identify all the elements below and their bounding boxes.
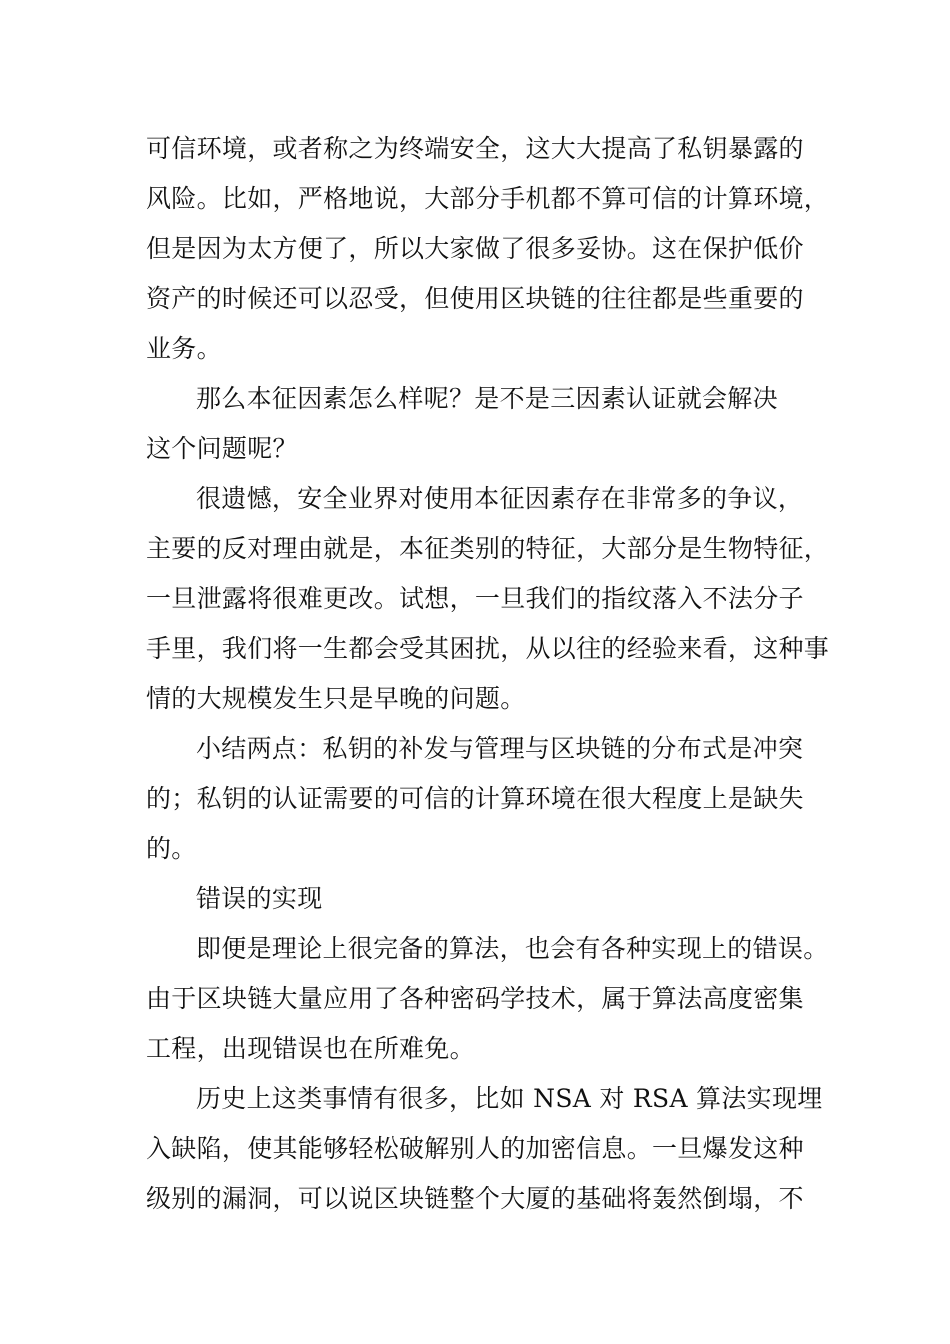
text-line: 一旦泄露将很难更改。试想，一旦我们的指纹落入不法分子 xyxy=(146,584,804,613)
section-heading: 错误的实现 xyxy=(196,884,323,913)
text-line: 这个问题呢？ xyxy=(146,434,298,463)
text-line: 业务。 xyxy=(146,334,222,363)
text-line: 级别的漏洞，可以说区块链整个大厦的基础将轰然倒塌，不 xyxy=(146,1184,804,1213)
text-line: 由于区块链大量应用了各种密码学技术，属于算法高度密集 xyxy=(146,984,804,1013)
text-line: 但是因为太方便了，所以大家做了很多妥协。这在保护低价 xyxy=(146,234,804,263)
paragraph-start-line: 历史上这类事情有很多，比如 NSA 对 RSA 算法实现埋 xyxy=(196,1084,823,1113)
text-line: 的。 xyxy=(146,834,197,863)
paragraph-start-line: 那么本征因素怎么样呢？是不是三因素认证就会解决 xyxy=(196,384,778,413)
paragraph-start-line: 小结两点：私钥的补发与管理与区块链的分布式是冲突 xyxy=(196,734,804,763)
paragraph-start-line: 很遗憾，安全业界对使用本征因素存在非常多的争议， xyxy=(196,484,804,513)
text-line: 主要的反对理由就是，本征类别的特征，大部分是生物特征， xyxy=(146,534,830,563)
text-line: 资产的时候还可以忍受，但使用区块链的往往都是些重要的 xyxy=(146,284,804,313)
text-line: 风险。比如，严格地说，大部分手机都不算可信的计算环境， xyxy=(146,184,830,213)
text-line: 入缺陷，使其能够轻松破解别人的加密信息。一旦爆发这种 xyxy=(146,1134,804,1163)
text-line: 可信环境，或者称之为终端安全，这大大提高了私钥暴露的 xyxy=(146,134,804,163)
paragraph-start-line: 即便是理论上很完备的算法，也会有各种实现上的错误。 xyxy=(196,934,829,963)
text-line: 工程，出现错误也在所难免。 xyxy=(146,1034,475,1063)
text-line: 的；私钥的认证需要的可信的计算环境在很大程度上是缺失 xyxy=(146,784,804,813)
text-line: 情的大规模发生只是早晚的问题。 xyxy=(146,684,526,713)
text-line: 手里，我们将一生都会受其困扰，从以往的经验来看，这种事 xyxy=(146,634,830,663)
